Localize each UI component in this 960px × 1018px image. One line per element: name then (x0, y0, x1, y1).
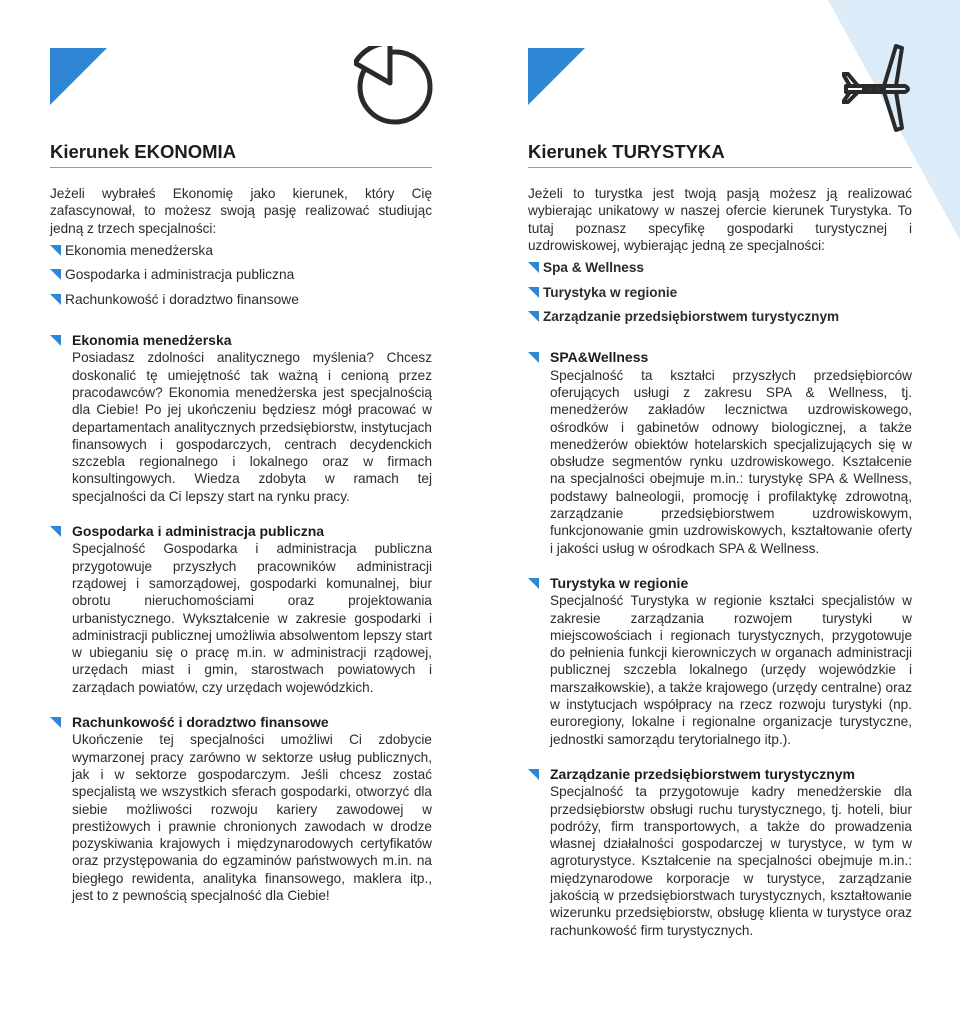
triangle-bullet-icon (50, 269, 61, 280)
specialization-label: Gospodarka i administracja publiczna (65, 267, 295, 283)
corner-triangle-icon (50, 48, 107, 105)
specialization-description: Specjalność ta kształci przyszłych przedsiębiorców oferujących usługi z zakresu SPA & Wellness, tj. menedżerów zakładów lecznictwa uzdrowiskowego, ośrodków i gabinetów odnowy biologicznej, a także menedżerów obiektów hotelarskich specjalizujących się w obsłudze segmentów rynku uzdrowiskowego. Kształcenie na specjalności obejmuje m.in.: turystykę SPA & Wellness, podstawy balneologii, promocję i profilaktykę zdrowotną, zarządzanie przedsiębiorstwem uzdrowiskowym, funkcjonowanie gmin uzdrowiskowych, kształtowanie oferty i jakości usług w ośrodkach SPA & Wellness. (550, 367, 912, 556)
list-item (50, 288, 432, 312)
list-item (50, 239, 432, 263)
triangle-bullet-icon (528, 578, 539, 589)
specialization-label: Zarządzanie przedsiębiorstwem turystycznym (543, 309, 840, 324)
economy-specialization-list (50, 239, 432, 312)
triangle-bullet-icon (528, 352, 539, 363)
triangle-bullet-icon (50, 717, 61, 728)
triangle-bullet-icon (50, 245, 61, 256)
specialization-heading: Ekonomia menedżerska (72, 332, 232, 349)
specialization-heading: Zarządzanie przedsiębiorstwem turystycznym (550, 765, 855, 782)
airplane-icon (842, 42, 912, 134)
specialization-heading: Gospodarka i administracja publiczna (72, 523, 325, 540)
specialization-block-turystyka-w-regionie (528, 575, 912, 748)
specialization-heading: Turystyka w regionie (550, 574, 689, 591)
specialization-label: Ekonomia menedżerska (65, 242, 214, 258)
triangle-bullet-icon (528, 311, 539, 322)
specialization-heading: SPA&Wellness (550, 349, 649, 366)
specialization-label: Spa & Wellness (543, 260, 644, 276)
pie-chart-icon (354, 46, 436, 128)
tourism-content (528, 185, 912, 957)
tourism-title: Kierunek TURYSTYKA (528, 141, 912, 168)
list-item (528, 305, 912, 329)
economy-content (50, 185, 432, 922)
list-item (528, 281, 912, 305)
specialization-heading: Rachunkowość i doradztwo finansowe (72, 714, 329, 731)
specialization-description: Specjalność Gospodarka i administracja publiczna przygotowuje przyszłych pracowników administracji rządowej i samorządowej, gospodarki komunalnej, biur obrotu nieruchomościami oraz projektowania urbanistycznego. Wykształcenie w zakresie gospodarki i administracji publicznej umożliwia absolwentom lepszy start w ubieganiu się o pracę m.in. w administracji rządowej, urzędach miast i gmin, starostwach powiatowych i zarządach powiatów, czy urzędach wojewódzkich. (72, 541, 432, 695)
specialization-block-zarzadzanie (528, 766, 912, 939)
list-item (50, 263, 432, 287)
triangle-bullet-icon (50, 526, 61, 537)
corner-triangle-icon (528, 48, 585, 105)
triangle-bullet-icon (528, 287, 539, 298)
economy-intro: Jeżeli wybrałeś Ekonomię jako kierunek, który Cię zafascynował, to możesz swoją pasję realizować studiując jedną z trzech specjalności: (50, 186, 432, 236)
specialization-description: Ukończenie tej specjalności umożliwi Ci zdobycie wymarzonej pracy zarówno w sektorze usług publicznych, jak i w sektorze gospodarczym. Jeśli chcesz zostać specjalistą we wszystkich sferach gospodarki, otworzyć dla siebie możliwości rozwoju kariery zawodowej w prestiżowych i prawnie chronionych zawodach w drodze pozyskiwania krajowych i międzynarodowych certyfikatów oraz przystępowania do egzaminów państwowych m.in. na biegłego rewidenta, analityka finansowego, maklera itp., jest to z pewnością specjalność dla Ciebie! (72, 732, 432, 904)
triangle-bullet-icon (528, 769, 539, 780)
economy-title: Kierunek EKONOMIA (50, 141, 432, 168)
triangle-bullet-icon (528, 262, 539, 273)
triangle-bullet-icon (50, 294, 61, 305)
specialization-description: Posiadasz zdolności analitycznego myślenia? Chcesz doskonalić tę umiejętność tak ważną i cenioną przez pracodawców? Ekonomia menedżerska jest specjalnością dla Ciebie! Po jej ukończeniu będziesz mógł pracować w departamentach analitycznych przedsiębiorstw, instytucjach finansowych i gospodarczych, centrach decydenckich szczebla regionalnego i lokalnego oraz w firmach konsultingowych. Wiedza zdobyta w ramach tej specjalności da Ci lepszy start na rynku pracy. (72, 350, 432, 504)
tourism-intro: Jeżeli to turystka jest twoją pasją możesz ją realizować wybierając unikatowy w naszej ofercie kierunek Turystyka. To tutaj poznasz specyfikę gospodarki turystycznej i uzdrowiskowej, wybierając jedną ze specjalności: (528, 186, 912, 253)
specialization-label: Turystyka w regionie (543, 284, 678, 300)
specialization-label: Rachunkowość i doradztwo finansowe (65, 291, 299, 307)
triangle-bullet-icon (50, 335, 61, 346)
specialization-block-spa-wellness (528, 349, 912, 557)
list-item (528, 256, 912, 280)
tourism-specialization-list (528, 256, 912, 329)
specialization-description: Specjalność Turystyka w regionie kształci specjalistów w zakresie zarządzania rozwojem turystyki w miejscowościach i regionach turystycznych, przygotowuje do pełnienia funkcji kierowniczych w organach administracji publicznej szczebla lokalnego (urzędy wojewódzkie i marszałkowskie), a także krajowego (urzędy centralne) oraz w instytucjach współpracy na rzecz rozwoju turystyki (np. euroregiony, lokalne i regionalne organizacje turystyczne, jednostki samorządu terytorialnego itp.). (550, 593, 912, 747)
specialization-block-rachunkowosc (50, 714, 432, 904)
specialization-block-gospodarka-i-administracja (50, 523, 432, 696)
specialization-description: Specjalność ta przygotowuje kadry menedżerskie dla przedsiębiorstw obsługi ruchu turystycznego, tj. hoteli, biur podróży, firm transportowych, a także do prowadzenia własnej działalności gospodarczej w turystyce, w tym w agroturystyce. Kształcenie na specjalności obejmuje m.in.: międzynarodowe korporacje w turystyce, zarządzanie jakością w przedsiębiorstwach turystycznych, kształtowanie wizerunku przedsiębiorstw, obsługę klienta w turystyce oraz rachunkowość firm turystycznych. (550, 784, 912, 938)
specialization-block-ekonomia-menedzerska (50, 332, 432, 505)
